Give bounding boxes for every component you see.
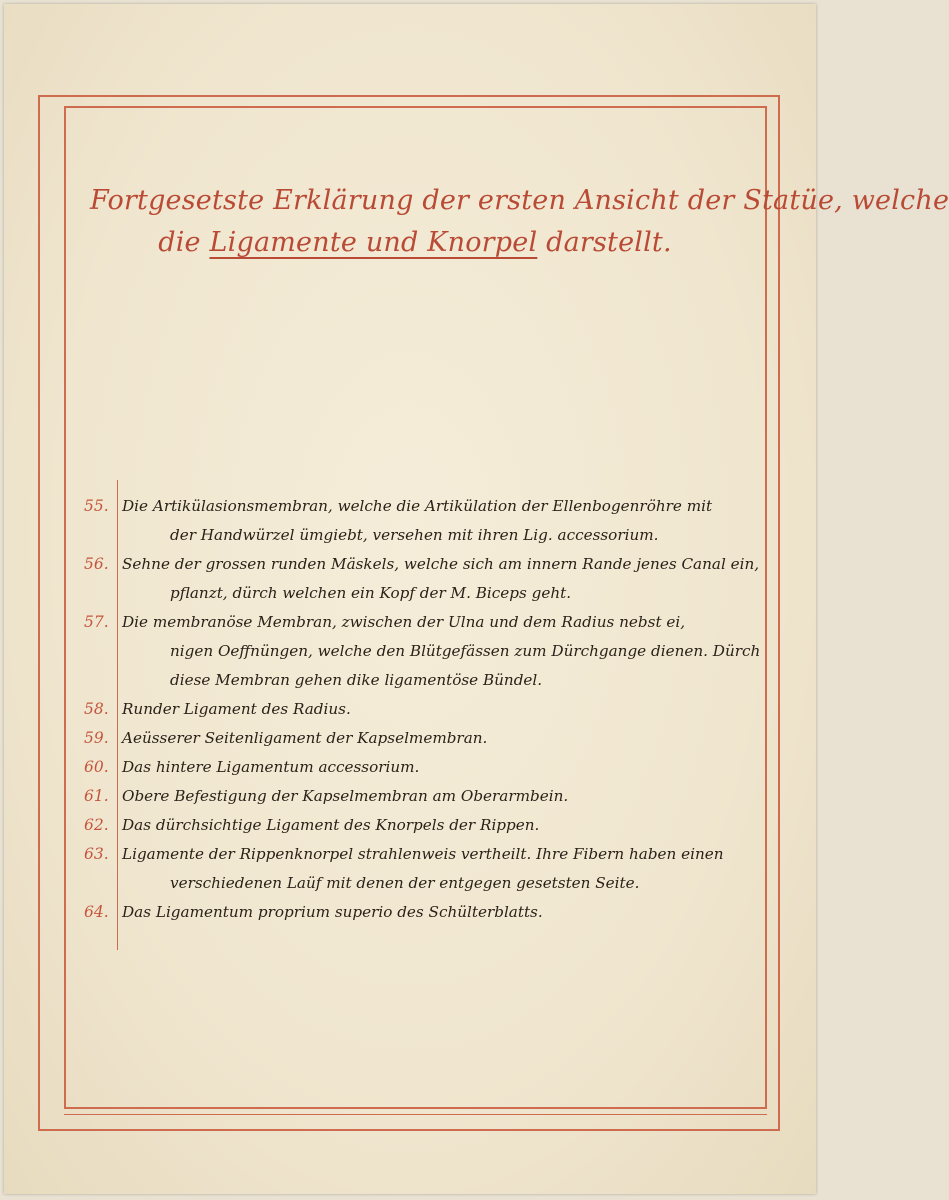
entry-number: 63. — [84, 845, 109, 863]
entry-text-line: der Handwürzel ümgiebt, versehen mit ihren Lig. accessorium. — [170, 526, 659, 544]
entry-text-line: Ligamente der Rippenknorpel strahlenweis vertheilt. Ihre Fibern haben einen — [122, 845, 724, 863]
entry-text-line: Das hintere Ligamentum accessorium. — [122, 758, 420, 776]
list-item — [84, 492, 764, 550]
list-item — [84, 550, 764, 608]
list-item — [84, 898, 764, 927]
list-item — [84, 695, 764, 724]
entry-list — [84, 492, 764, 927]
entry-text-line: Das Ligamentum proprium superio des Schülterblatts. — [122, 903, 543, 921]
entry-text-line: verschiedenen Laüf mit denen der entgegen gesetsten Seite. — [170, 874, 640, 892]
entry-text-line: Die membranöse Membran, zwischen der Ulna und dem Radius nebst ei, — [122, 613, 686, 631]
page-title — [90, 180, 949, 264]
title-line-2-post: darstellt. — [537, 226, 672, 258]
entry-text-line: diese Membran gehen dike ligamentöse Bündel. — [170, 671, 543, 689]
entry-number: 58. — [84, 700, 109, 718]
title-line-2 — [90, 222, 740, 264]
entry-number: 59. — [84, 729, 109, 747]
entry-text-line: pflanzt, dürch welchen ein Kopf der M. Biceps geht. — [170, 584, 572, 602]
entry-number: 60. — [84, 758, 109, 776]
entry-number: 56. — [84, 555, 109, 573]
list-item — [84, 753, 764, 782]
entry-text-line: Obere Befestigung der Kapselmembran am Oberarmbein. — [122, 787, 569, 805]
entry-number: 61. — [84, 787, 109, 805]
entry-text-line: Sehne der grossen runden Mäskels, welche sich am innern Rande jenes Canal ein, — [122, 555, 760, 573]
entry-text-line: nigen Oeffnüngen, welche den Blütgefässen zum Dürchgange dienen. Dürch — [170, 642, 761, 660]
title-line-2-pre: die — [158, 226, 210, 258]
entry-number: 62. — [84, 816, 109, 834]
list-item — [84, 811, 764, 840]
entry-number: 55. — [84, 497, 109, 515]
bottom-rule — [64, 1114, 767, 1115]
list-item — [84, 840, 764, 898]
title-underlined-phrase: Ligamente und Knorpel — [209, 226, 538, 258]
entry-number: 64. — [84, 903, 109, 921]
entry-text-line: Die Artikülasionsmembran, welche die Artikülation der Ellenbogenröhre mit — [122, 497, 713, 515]
list-item — [84, 724, 764, 753]
entry-number: 57. — [84, 613, 109, 631]
entry-text-line: Aeüsserer Seitenligament der Kapselmembran. — [122, 729, 488, 747]
entry-text-line: Runder Ligament des Radius. — [122, 700, 351, 718]
list-item — [84, 782, 764, 811]
entry-text-line: Das dürchsichtige Ligament des Knorpels der Rippen. — [122, 816, 540, 834]
title-line-1: Fortgesetste Erklärung der ersten Ansicht der Statüe, welche — [90, 185, 949, 216]
list-item — [84, 608, 764, 695]
